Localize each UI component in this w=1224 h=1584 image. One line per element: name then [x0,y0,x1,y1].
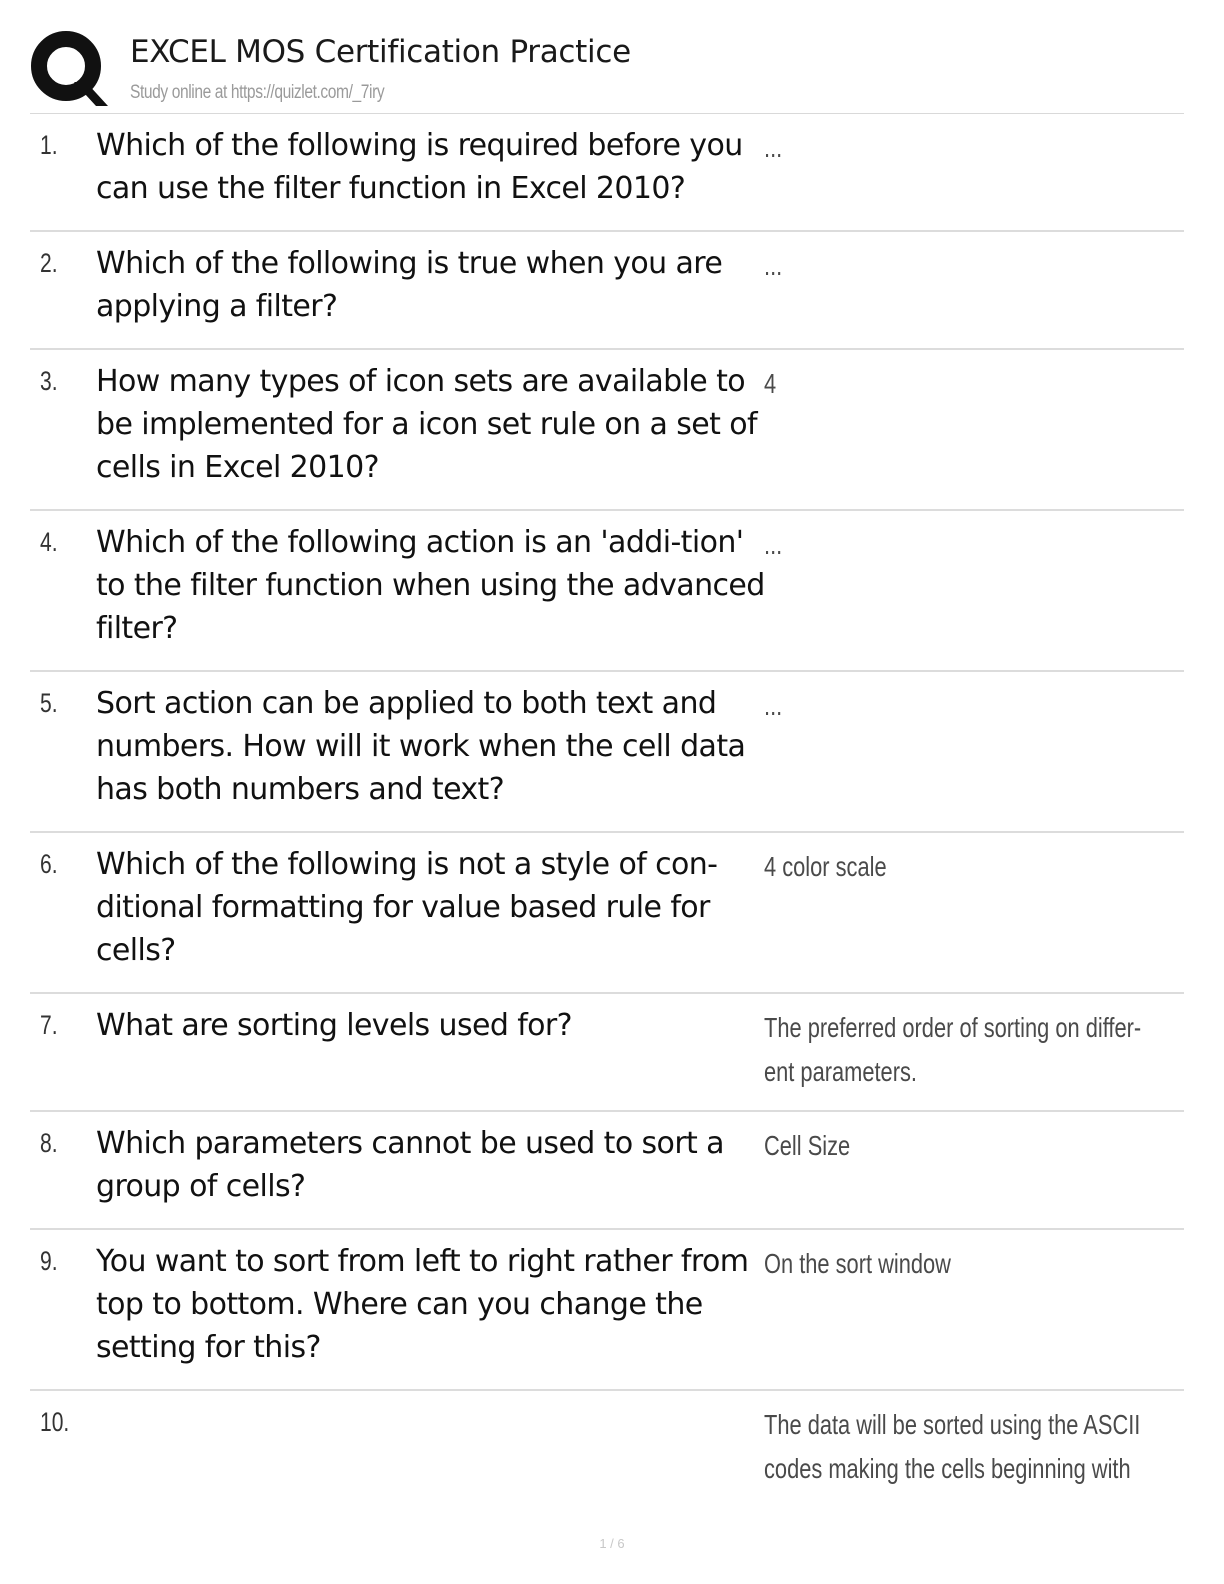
card-term: Which of the following is not a style of con-ditional formatting for value based rule for cells? [96,847,718,968]
flashcard-8 [30,1112,1184,1230]
card-term: Which of the following is true when you are applying a filter? [96,246,723,324]
card-number: 3. [40,366,58,396]
card-number: 10. [40,1407,70,1437]
card-definition: The data will be sorted using the ASCII codes making the cells beginning with [764,1409,1141,1484]
card-definition: ... [764,132,783,163]
card-term: Which of the following action is an 'addi-tion' to the filter function when using the advanced filter? [96,525,765,646]
flashcard-6 [30,833,1184,994]
card-number: 4. [40,527,58,557]
flashcard-9 [30,1230,1184,1391]
card-definition: ... [764,690,783,721]
flashcard-5 [30,672,1184,833]
card-number: 2. [40,248,58,278]
card-number: 8. [40,1128,58,1158]
flashcard-7 [30,994,1184,1112]
card-definition: ... [764,529,783,560]
quizlet-logo-icon [30,30,108,108]
flashcard-2 [30,232,1184,350]
page-title: EXCEL MOS Certification Practice [130,34,631,70]
card-term: How many types of icon sets are available to be implemented for a icon set rule on a set of cells in Excel 2010? [96,364,757,485]
card-number: 5. [40,688,58,718]
flashcard-10 [30,1391,1184,1509]
card-number: 9. [40,1246,58,1276]
flashcard-4 [30,511,1184,672]
card-term: What are sorting levels used for? [96,1008,572,1043]
card-term: Which of the following is required before you can use the filter function in Excel 2010? [96,128,743,206]
card-definition: 4 color scale [764,851,887,882]
card-definition: ... [764,250,783,281]
card-number: 6. [40,849,58,879]
card-definition: On the sort window [764,1248,951,1279]
card-term: Sort action can be applied to both text and numbers. How will it work when the cell data has both numbers and text? [96,686,746,807]
flashcard-list [30,114,1184,1509]
card-definition: The preferred order of sorting on differ-ent parameters. [764,1012,1142,1087]
flashcard-1 [30,114,1184,232]
study-link[interactable]: Study online at https://quizlet.com/_7iry [130,82,385,103]
card-number: 7. [40,1010,58,1040]
card-definition: Cell Size [764,1130,851,1161]
page-number: 1 / 6 [599,1536,625,1551]
card-number: 1. [40,130,58,160]
card-definition: 4 [764,368,777,399]
flashcard-3 [30,350,1184,511]
page-header [30,28,1184,114]
card-term: Which parameters cannot be used to sort a group of cells? [96,1126,724,1204]
card-term: You want to sort from left to right rather from top to bottom. Where can you change the setting for this? [96,1244,749,1365]
